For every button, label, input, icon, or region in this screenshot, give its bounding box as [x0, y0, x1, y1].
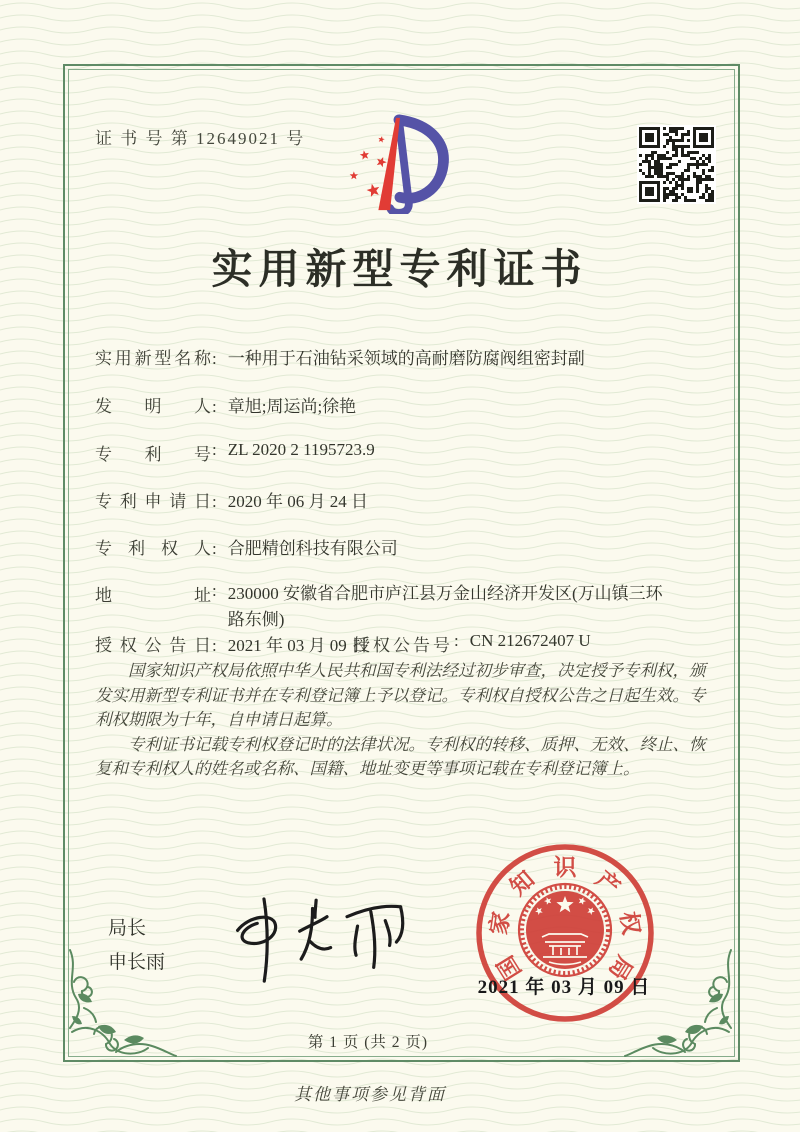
field-value: 一种用于石油钻采领域的高耐磨防腐阀组密封副	[227, 349, 585, 368]
svg-text:国: 国	[492, 951, 527, 985]
field-value: 合肥精创科技有限公司	[227, 539, 398, 558]
field-label: 实用新型名称	[95, 349, 211, 368]
logo-star	[367, 184, 380, 197]
field-value: ZL 2020 2 1195723.9	[227, 440, 375, 459]
officer-name: 申长雨	[108, 952, 166, 973]
certificate-title: 实用新型专利证书	[211, 246, 588, 292]
page-number: 第 1 页 (共 2 页)	[307, 1034, 429, 1051]
field-colon: :	[212, 397, 217, 416]
field-row-name	[95, 344, 585, 369]
field-label: 授权公告日	[95, 636, 211, 655]
cnipa-logo-icon	[338, 114, 456, 214]
field-label: 发明人	[95, 397, 211, 416]
qr-code	[637, 125, 716, 204]
field-label: 专利权人	[95, 539, 211, 558]
legal-paragraph-1: 国家知识产权局依照中华人民共和国专利法经过初步审查，决定授予专利权，颁发实用新型专利证书并在专利登记簿上予以登记。专利权自授权公告之日起生效。专利权期限为十年，自申请日起算。	[95, 661, 706, 729]
field-colon: :	[212, 492, 217, 511]
national-emblem-seal	[465, 833, 665, 1033]
svg-text:局: 局	[603, 951, 638, 985]
field-colon: :	[212, 349, 217, 368]
svg-text:家: 家	[486, 909, 515, 937]
svg-text:知: 知	[505, 866, 540, 901]
field-value: 2020 年 06 月 24 日	[227, 492, 368, 511]
field-row-grant	[95, 631, 591, 656]
field-colon: :	[454, 631, 459, 650]
logo-star	[378, 136, 384, 142]
field-value: CN 212672407 U	[469, 631, 591, 650]
back-note: 其他事项参见背面	[294, 1085, 446, 1104]
logo-star	[350, 171, 358, 179]
legal-text	[95, 659, 708, 782]
field-colon: :	[212, 440, 217, 459]
field-row-address	[95, 581, 676, 633]
svg-text:识: 识	[553, 855, 577, 880]
field-label: 专利号	[95, 445, 211, 464]
field-row-patent-number	[95, 440, 375, 465]
field-value: 230000 安徽省合肥市庐江县万金山经济开发区(万山镇三环路东侧)	[227, 584, 663, 629]
certificate-number: 证 书 号 第 12649021 号	[95, 129, 306, 148]
logo-star	[377, 157, 387, 167]
field-colon: :	[212, 581, 217, 600]
director-signature	[220, 881, 425, 991]
field-row-patentee	[95, 534, 398, 559]
seal-date: 2021 年 03 月 09 日	[477, 977, 651, 998]
field-label: 授权公告号	[353, 636, 453, 655]
field-colon: :	[212, 539, 217, 558]
field-row-inventors	[95, 392, 356, 417]
logo-star	[360, 150, 369, 159]
field-label: 地址	[95, 586, 211, 605]
legal-paragraph-2: 专利证书记载专利权登记时的法律状况。专利权的转移、质押、无效、终止、恢复和专利权人的姓名或名称、国籍、地址变更等事项记载在专利登记簿上。	[95, 734, 706, 778]
field-value: 章旭;周运尚;徐艳	[227, 397, 357, 416]
svg-text:权: 权	[615, 909, 644, 937]
officer-block	[108, 912, 165, 980]
field-row-filing-date	[95, 487, 368, 512]
svg-text:产: 产	[590, 866, 625, 901]
grant-number-group	[353, 631, 591, 656]
field-value: 2021 年 03 月 09 日	[227, 636, 368, 655]
field-label: 专利申请日	[95, 492, 211, 511]
officer-title: 局长	[108, 918, 147, 939]
field-colon: :	[212, 636, 217, 655]
